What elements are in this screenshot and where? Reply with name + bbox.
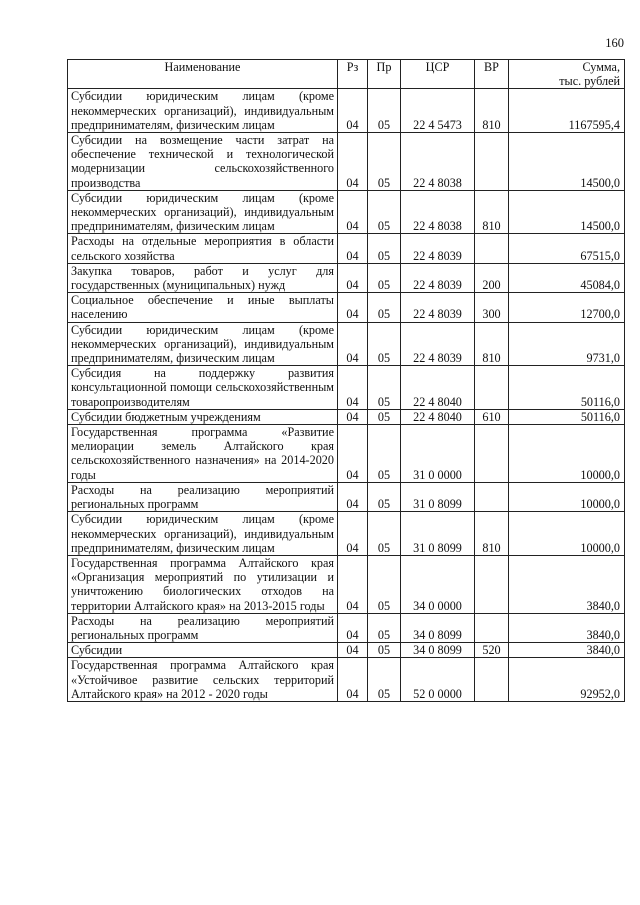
row-rz: 04 (338, 409, 368, 424)
row-name: Расходы на реализацию мероприятий региональных программ (68, 613, 338, 642)
table-header-row (68, 60, 625, 89)
row-sum: 3840,0 (509, 613, 625, 642)
table-row (68, 658, 625, 702)
row-rz: 04 (338, 190, 368, 234)
row-rz: 04 (338, 512, 368, 556)
budget-table (67, 59, 625, 702)
header-sum (509, 60, 625, 89)
row-sum: 45084,0 (509, 263, 625, 292)
row-csr: 22 4 8040 (401, 366, 475, 410)
row-pr: 05 (368, 89, 401, 133)
table-row (68, 482, 625, 511)
row-pr: 05 (368, 322, 401, 366)
row-vr (475, 658, 509, 702)
row-sum: 1167595,4 (509, 89, 625, 133)
row-sum: 67515,0 (509, 234, 625, 263)
row-sum: 50116,0 (509, 366, 625, 410)
row-pr: 05 (368, 293, 401, 322)
row-sum: 14500,0 (509, 190, 625, 234)
row-name: Субсидии (68, 643, 338, 658)
row-vr: 810 (475, 322, 509, 366)
row-vr: 810 (475, 512, 509, 556)
row-name: Государственная программа Алтайского края «Организация мероприятий по утилизации и уничтожению биологических отходов на территории Алтайского края» на 2013-2015 годы (68, 555, 338, 613)
table-row (68, 555, 625, 613)
row-pr: 05 (368, 190, 401, 234)
row-pr: 05 (368, 366, 401, 410)
row-csr: 22 4 8038 (401, 190, 475, 234)
row-rz: 04 (338, 643, 368, 658)
table-row (68, 322, 625, 366)
row-rz: 04 (338, 482, 368, 511)
row-rz: 04 (338, 658, 368, 702)
row-rz: 04 (338, 263, 368, 292)
row-name: Субсидии юридическим лицам (кроме некоммерческих организаций), индивидуальным предпринимателям, физическим лицам (68, 89, 338, 133)
table-row (68, 409, 625, 424)
row-vr (475, 613, 509, 642)
row-vr (475, 133, 509, 191)
row-pr: 05 (368, 555, 401, 613)
row-rz: 04 (338, 234, 368, 263)
row-name: Государственная программа Алтайского края «Устойчивое развитие сельских территорий Алтайского края» на 2012 - 2020 годы (68, 658, 338, 702)
row-vr: 610 (475, 409, 509, 424)
row-name: Расходы на реализацию мероприятий региональных программ (68, 482, 338, 511)
row-name: Субсидия на поддержку развития консультационной помощи сельскохозяйственным товаропроизводителям (68, 366, 338, 410)
header-name: Наименование (68, 60, 338, 89)
header-csr: ЦСР (401, 60, 475, 89)
table-row (68, 263, 625, 292)
row-sum: 10000,0 (509, 425, 625, 483)
row-vr: 520 (475, 643, 509, 658)
row-rz: 04 (338, 133, 368, 191)
row-sum: 12700,0 (509, 293, 625, 322)
row-csr: 31 0 0000 (401, 425, 475, 483)
row-pr: 05 (368, 512, 401, 556)
row-name: Субсидии юридическим лицам (кроме некоммерческих организаций), индивидуальным предпринимателям, физическим лицам (68, 190, 338, 234)
row-csr: 31 0 8099 (401, 482, 475, 511)
row-rz: 04 (338, 89, 368, 133)
row-vr (475, 234, 509, 263)
row-vr (475, 425, 509, 483)
row-vr: 810 (475, 190, 509, 234)
row-pr: 05 (368, 643, 401, 658)
row-vr (475, 366, 509, 410)
row-pr: 05 (368, 482, 401, 511)
table-row (68, 190, 625, 234)
row-pr: 05 (368, 658, 401, 702)
row-sum: 14500,0 (509, 133, 625, 191)
row-vr (475, 555, 509, 613)
row-rz: 04 (338, 613, 368, 642)
row-sum: 3840,0 (509, 555, 625, 613)
table-row (68, 234, 625, 263)
row-csr: 22 4 8039 (401, 322, 475, 366)
header-vr: ВР (475, 60, 509, 89)
page-number: 160 (605, 36, 624, 50)
row-vr (475, 482, 509, 511)
row-csr: 22 4 8039 (401, 234, 475, 263)
row-vr: 200 (475, 263, 509, 292)
row-sum: 92952,0 (509, 658, 625, 702)
row-name: Субсидии на возмещение части затрат на обеспечение технической и технологической модернизации сельскохозяйственного производства (68, 133, 338, 191)
row-pr: 05 (368, 425, 401, 483)
header-rz: Рз (338, 60, 368, 89)
row-vr: 810 (475, 89, 509, 133)
row-rz: 04 (338, 425, 368, 483)
header-sum-line2: тыс. рублей (559, 74, 620, 89)
table-row (68, 366, 625, 410)
row-csr: 22 4 5473 (401, 89, 475, 133)
row-csr: 22 4 8038 (401, 133, 475, 191)
header-pr: Пр (368, 60, 401, 89)
row-name: Социальное обеспечение и иные выплаты населению (68, 293, 338, 322)
row-csr: 34 0 8099 (401, 643, 475, 658)
row-csr: 34 0 0000 (401, 555, 475, 613)
row-pr: 05 (368, 133, 401, 191)
row-pr: 05 (368, 613, 401, 642)
row-csr: 22 4 8039 (401, 293, 475, 322)
table-row (68, 89, 625, 133)
row-sum: 50116,0 (509, 409, 625, 424)
row-sum: 9731,0 (509, 322, 625, 366)
row-csr: 22 4 8040 (401, 409, 475, 424)
row-rz: 04 (338, 322, 368, 366)
row-sum: 3840,0 (509, 643, 625, 658)
row-pr: 05 (368, 234, 401, 263)
row-csr: 34 0 8099 (401, 613, 475, 642)
row-name: Субсидии юридическим лицам (кроме некоммерческих организаций), индивидуальным предпринимателям, физическим лицам (68, 512, 338, 556)
table-row (68, 425, 625, 483)
table-row (68, 643, 625, 658)
row-sum: 10000,0 (509, 512, 625, 556)
row-csr: 52 0 0000 (401, 658, 475, 702)
table-row (68, 512, 625, 556)
row-rz: 04 (338, 366, 368, 410)
row-csr: 31 0 8099 (401, 512, 475, 556)
row-name: Расходы на отдельные мероприятия в области сельского хозяйства (68, 234, 338, 263)
row-name: Субсидии бюджетным учреждениям (68, 409, 338, 424)
row-pr: 05 (368, 263, 401, 292)
row-csr: 22 4 8039 (401, 263, 475, 292)
table-row (68, 133, 625, 191)
row-vr: 300 (475, 293, 509, 322)
row-pr: 05 (368, 409, 401, 424)
row-rz: 04 (338, 555, 368, 613)
row-sum: 10000,0 (509, 482, 625, 511)
header-sum-line1: Сумма, (582, 60, 620, 74)
row-name: Государственная программа «Развитие мелиорации земель Алтайского края сельскохозяйственного назначения» на 2014-2020 годы (68, 425, 338, 483)
row-name: Закупка товаров, работ и услуг для государственных (муниципальных) нужд (68, 263, 338, 292)
table-row (68, 613, 625, 642)
row-name: Субсидии юридическим лицам (кроме некоммерческих организаций), индивидуальным предпринимателям, физическим лицам (68, 322, 338, 366)
table-row (68, 293, 625, 322)
row-rz: 04 (338, 293, 368, 322)
